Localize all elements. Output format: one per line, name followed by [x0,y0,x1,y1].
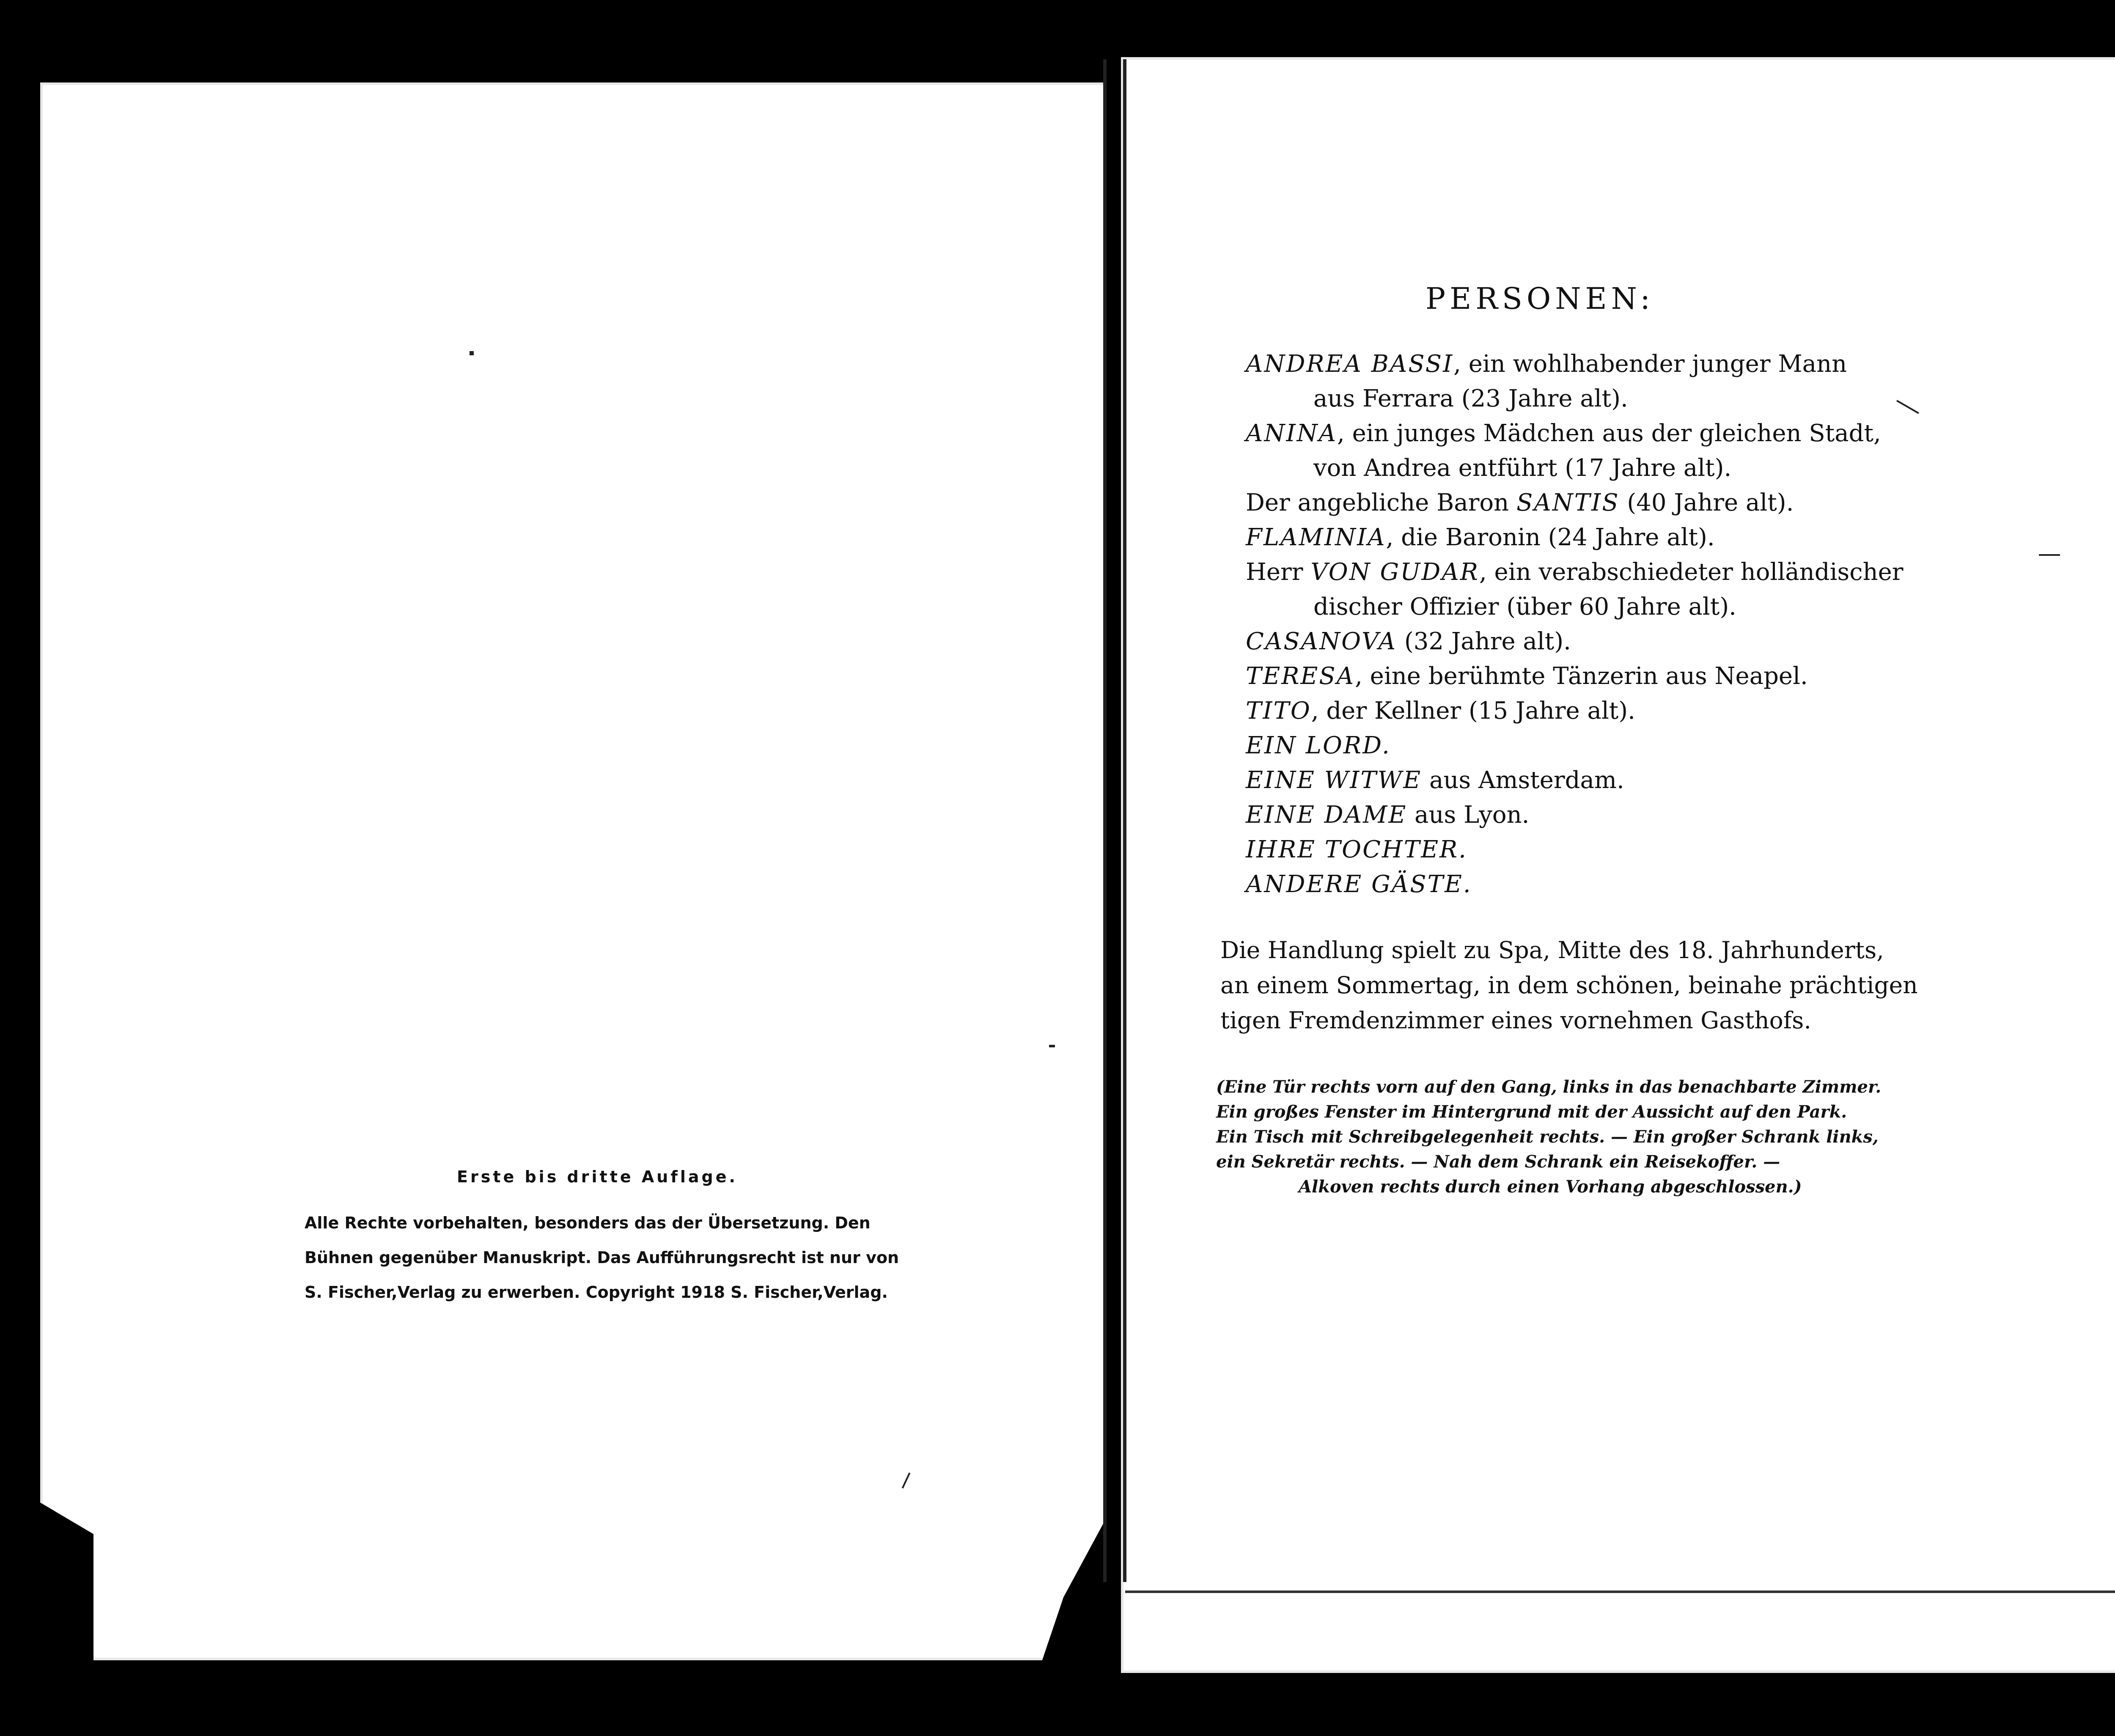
cast-name: VON GUDAR [1310,558,1479,586]
scan-speck [470,351,474,355]
cast-description: , ein wohlhabender junger Mann [1453,350,1847,378]
cast-name: ANDREA BASSI [1246,350,1454,378]
cast-entry [1246,555,1904,590]
cast-name: IHRE TOCHTER. [1246,836,1467,863]
cast-entry [1246,763,1872,798]
cast-description: aus Amsterdam. [1422,766,1624,794]
scan-speck [1049,1045,1055,1047]
page-bottom-edge [1125,1590,2115,1593]
left-page [40,82,1106,1660]
cast-name: ANINA [1246,420,1338,447]
cast-prefix: Der angebliche Baron [1246,489,1516,516]
cast-entry [1246,486,1872,520]
stage-line: Ein großes Fenster im Hintergrund mit der Aussicht auf den Park. [1216,1102,1847,1122]
cast-description: (32 Jahre alt). [1397,628,1571,655]
cast-description: , die Baronin (24 Jahre alt). [1386,524,1715,551]
stage-line: Alkoven rechts durch einen Vorhang abgeschlossen.) [1299,1177,1802,1197]
cast-name: SANTIS [1516,489,1620,516]
stage-line: Ein Tisch mit Schreibgelegenheit rechts. — Ein großer Schrank links, [1216,1127,1879,1147]
cast-name: TITO [1246,697,1311,725]
cast-name: CASANOVA [1246,628,1397,655]
cast-name: FLAMINIA [1246,524,1386,551]
cast-entry [1246,416,1881,451]
cast-entry [1246,520,1872,555]
cast-prefix: Herr [1246,558,1311,586]
scan-speck [2039,554,2060,556]
imprint-body [305,1206,948,1310]
imprint-line: Alle Rechte vorbehalten, besonders das der Übersetzung. Den [305,1214,871,1232]
page-edge-left [1103,59,1107,1582]
cast-entry [1246,798,1872,832]
cast-entry [1246,694,1872,728]
cast-name: ANDERE GÄSTE. [1246,871,1472,898]
cast-continuation: aus Ferrara (23 Jahre alt). [1313,385,1628,412]
page-edge-right [1123,59,1126,1582]
cast-name: EINE WITWE [1246,766,1422,794]
cast-entry [1246,347,1872,382]
cast-continuation: von Andrea entführt (17 Jahre alt). [1313,454,1732,482]
cast-description: (40 Jahre alt). [1619,489,1794,516]
cast-description: , ein verabschiedeter holländischer [1479,558,1904,586]
stage-directions [1216,1074,1882,1199]
cast-name: EIN LORD. [1246,732,1391,759]
cast-description: , der Kellner (15 Jahre alt). [1311,697,1635,725]
cast-entry [1246,659,1872,694]
imprint-heading: Erste bis dritte Auflage. [457,1167,738,1186]
setting-line: tigen Fremdenzimmer eines vornehmen Gasthofs. [1220,1007,1811,1034]
cast-description: , eine berühmte Tänzerin aus Neapel. [1355,662,1808,690]
cast-entry [1246,728,1872,763]
imprint-line: S. Fischer,Verlag zu erwerben. Copyright 1918 S. Fischer,Verlag. [305,1283,888,1302]
cast-entry [1246,832,1872,867]
cast-list [1246,347,1904,902]
cast-description: , ein junges Mädchen aus der gleichen Stadt, [1337,420,1881,447]
cast-description: aus Lyon. [1407,801,1530,829]
cast-name: EINE DAME [1246,801,1407,829]
page-title: PERSONEN: [1426,281,1654,316]
cast-name: TERESA [1246,662,1355,690]
setting-paragraph [1220,933,1918,1038]
stage-line: ein Sekretär rechts. — Nah dem Schrank ein Reisekoffer. — [1216,1152,1780,1172]
cast-continuation: discher Offizier (über 60 Jahre alt). [1313,593,1736,621]
setting-line: an einem Sommertag, in dem schönen, beinahe prächtigen [1220,972,1918,999]
cast-entry [1246,624,1872,659]
stage-line: (Eine Tür rechts vorn auf den Gang, links in das benachbarte Zimmer. [1216,1077,1882,1097]
cast-entry [1246,867,1872,902]
imprint-line: Bühnen gegenüber Manuskript. Das Aufführungsrecht ist nur von [305,1248,899,1267]
setting-line: Die Handlung spielt zu Spa, Mitte des 18. Jahrhunderts, [1220,937,1884,964]
